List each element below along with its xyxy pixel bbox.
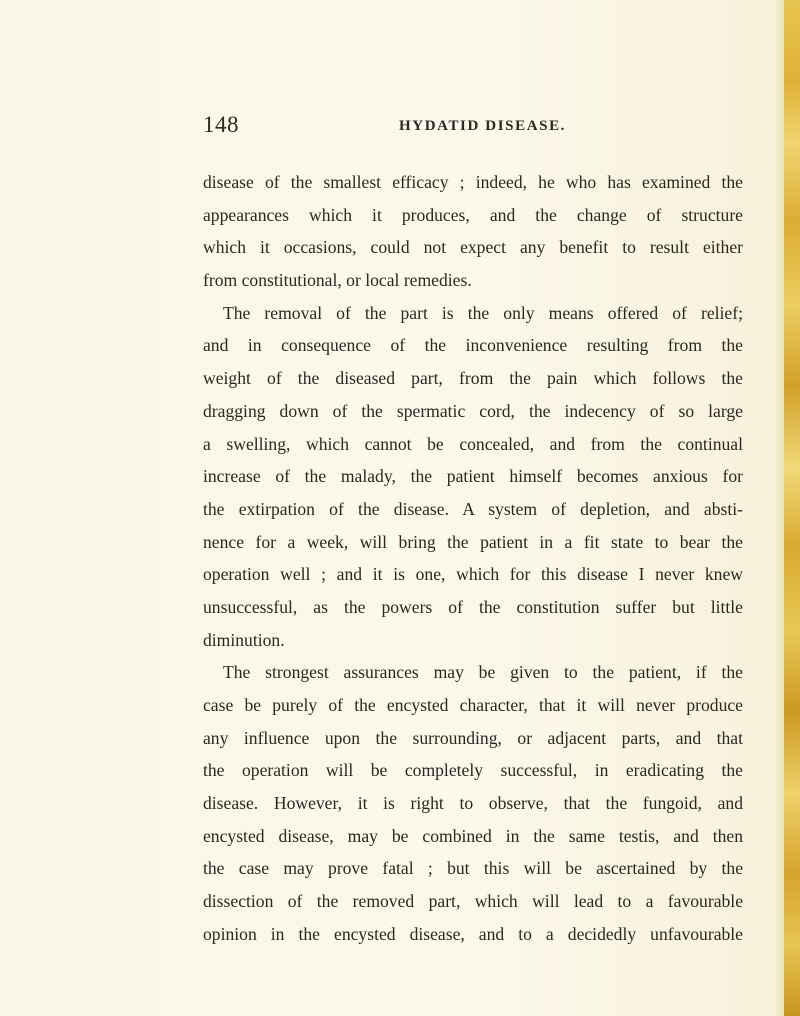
text-line: the operation will be completely successful, in eradicating the [203, 760, 743, 781]
text-line: a swelling, which cannot be concealed, and from the continual [203, 433, 743, 454]
text-line: the extirpation of the disease. A system of depletion, and absti- [203, 498, 743, 519]
text-line: case be purely of the encysted character, that it will never produce [203, 695, 743, 715]
text-line: operation well ; and it is one, which for this disease I never knew [203, 564, 743, 585]
text-line: and in consequence of the inconvenience resulting from the [203, 335, 743, 356]
text-line: increase of the malady, the patient himself becomes anxious for [203, 466, 743, 487]
text-line: unsuccessful, as the powers of the constitution suffer but little [203, 596, 743, 617]
text-line: opinion in the encysted disease, and to a decidedly unfavourable [203, 923, 743, 944]
text-line: the case may prove fatal ; but this will be ascertained by the [203, 858, 743, 879]
page-edge-shadow [774, 0, 784, 1016]
text-line: from constitutional, or local remedies. [203, 270, 472, 291]
text-line: dragging down of the spermatic cord, the indecency of so large [203, 400, 743, 421]
body-text [203, 166, 743, 951]
text-line: any influence upon the surrounding, or adjacent parts, and that [203, 727, 743, 748]
text-line: The removal of the part is the only means offered of relief; [223, 302, 743, 323]
text-line: appearances which it produces, and the change of structure [203, 204, 743, 225]
text-line: dissection of the removed part, which will lead to a favourable [203, 891, 743, 912]
text-line: diminution. [203, 629, 285, 650]
gilt-page-edge [784, 0, 800, 1016]
page-number: 148 [203, 112, 239, 137]
text-line: The strongest assurances may be given to the patient, if the [223, 662, 743, 683]
text-line: weight of the diseased part, from the pain which follows the [203, 368, 743, 389]
text-line: which it occasions, could not expect any benefit to result either [203, 237, 743, 258]
page-header [203, 112, 763, 142]
running-head: HYDATID DISEASE. [399, 118, 567, 134]
text-line: nence for a week, will bring the patient in a fit state to bear the [203, 531, 743, 552]
text-line: disease of the smallest efficacy ; indeed, he who has examined the [203, 172, 743, 192]
text-line: disease. However, it is right to observe, that the fungoid, and [203, 793, 743, 814]
text-line: encysted disease, may be combined in the same testis, and then [203, 825, 743, 846]
